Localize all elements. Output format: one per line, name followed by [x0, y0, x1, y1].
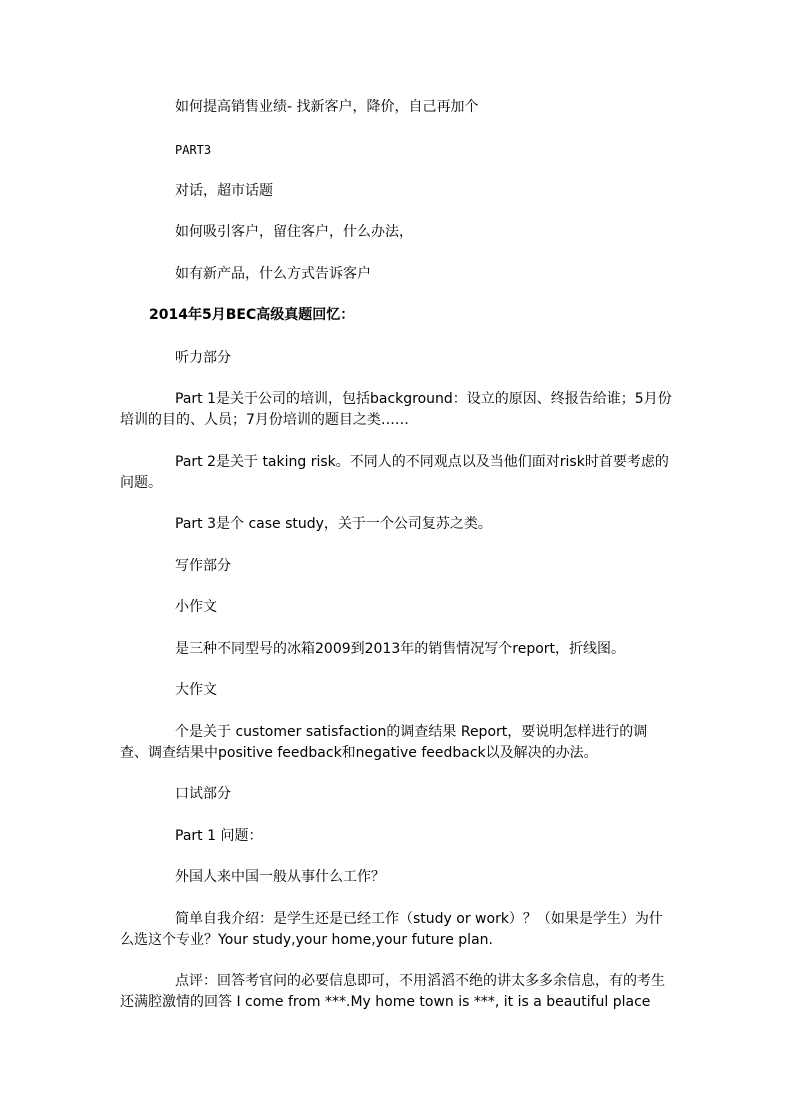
- paragraph-comment: 点评：回答考官问的必要信息即可，不用滔滔不绝的讲太多多余信息，有的考生还满腔激情的回答 I come from ***.My home town is ***, it is a beautiful place: [120, 973, 665, 1010]
- paragraph-speaking-part1: Part 1 问题：: [175, 828, 263, 844]
- paragraph-supermarket-topic: 对话，超市话题: [175, 183, 273, 199]
- paragraph-sales-tips: 如何提高销售业绩- 找新客户，降价，自己再加个: [175, 99, 479, 115]
- paragraph-attract-customers: 如何吸引客户，留住客户，什么办法，: [175, 224, 413, 240]
- paragraph-new-product: 如有新产品，什么方式告诉客户: [175, 266, 371, 282]
- section-writing: 写作部分: [175, 558, 231, 574]
- section-heading-2014-may: 2014年5月BEC高级真题回忆：: [149, 307, 355, 323]
- section-speaking: 口试部分: [175, 786, 231, 802]
- paragraph-short-essay: 是三种不同型号的冰箱2009到2013年的销售情况写个report，折线图。: [175, 641, 626, 657]
- paragraph-long-essay: 个是关于 customer satisfaction的调查结果 Report，要说明怎样进行的调查、调查结果中positive feedback和negative feedback以及解决的办法。: [120, 724, 648, 761]
- paragraph-listening-part1: Part 1是关于公司的培训，包括background：设立的原因、终报告给谁；5月份培训的目的、人员；7月份培训的题目之类……: [120, 391, 672, 428]
- paragraph-listening-part3: Part 3是个 case study，关于一个公司复苏之类。: [175, 516, 492, 532]
- subsection-short-essay: 小作文: [175, 599, 217, 615]
- section-listening: 听力部分: [175, 350, 231, 366]
- paragraph-self-intro: 简单自我介绍：是学生还是已经工作（study or work）？（如果是学生）为什么选这个专业？Your study,your home,your future plan.: [120, 911, 663, 948]
- paragraph-listening-part2: Part 2是关于 taking risk。不同人的不同观点以及当他们面对risk时首要考虑的问题。: [120, 454, 669, 491]
- paragraph-part3-heading: PART3: [175, 143, 212, 157]
- paragraph-foreigners-work: 外国人来中国一般从事什么工作？: [175, 869, 385, 885]
- subsection-long-essay: 大作文: [175, 682, 217, 698]
